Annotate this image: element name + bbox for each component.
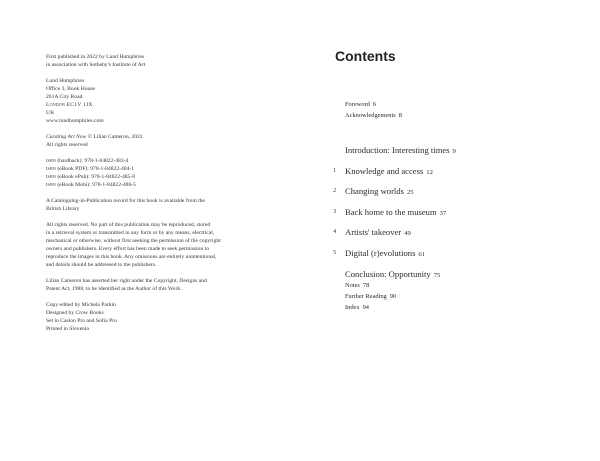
copyright-notice: Curating Art Now © Lilian Cameron, 2022: [46, 134, 143, 140]
toc-entry-index[interactable]: Index 94: [345, 304, 369, 311]
toc-entry-acknowledgements[interactable]: Acknowledgements 8: [345, 112, 402, 119]
website-link[interactable]: www.lundhumphries.com: [46, 118, 104, 124]
publication-line: First published in 2022 by Lund Humphries: [46, 54, 145, 60]
chapter-number: 4: [333, 228, 337, 236]
copyright-text: [46, 53, 266, 333]
contents-page: [300, 0, 600, 461]
chapter-number: 2: [333, 187, 337, 195]
rights-line: reproduce the images in this book. Any omissions are entirely unintentional,: [46, 254, 217, 260]
toc-entry-chapter-2[interactable]: 2 Changing worlds 25: [333, 181, 583, 202]
author-right-line: Lilian Cameron has asserted her right under the Copyright, Designs and: [46, 278, 207, 284]
back-matter-list: [345, 280, 396, 313]
isbn-line: isbn (eBook PDF): 978-1-84822-484-1: [46, 166, 135, 172]
publication-line: in association with Sotheby's Institute of Art: [46, 62, 146, 68]
rights-reserved: All rights reserved: [46, 142, 88, 148]
front-matter-list: [345, 99, 402, 121]
rights-line: All rights reserved. No part of this publication may be reproduced, stored: [46, 222, 211, 228]
rights-line: in a retrieval system or transmitted in any form or by any means, electrical,: [46, 230, 215, 236]
chapter-list: [333, 140, 583, 284]
toc-entry-introduction[interactable]: Introduction: Interesting times 9: [345, 145, 456, 155]
credit-line: Set in Caslon Pro and Sofia Pro: [46, 318, 117, 324]
toc-entry-notes[interactable]: Notes 78: [345, 282, 370, 289]
cip-line: British Library: [46, 206, 80, 212]
rights-line: owners and publishers. Every effort has been made to seek permission to: [46, 246, 210, 252]
chapter-number: 5: [333, 248, 337, 256]
toc-entry-chapter-4[interactable]: 4 Artists' takeover 49: [333, 222, 583, 243]
book-title: Curating Art Now: [46, 134, 87, 140]
toc-entry-further-reading[interactable]: Further Reading 90: [345, 293, 397, 300]
chapter-number: 1: [333, 166, 337, 174]
toc-entry-conclusion[interactable]: Conclusion: Opportunity 75: [345, 268, 441, 279]
address-line: London EC1V 1JX: [46, 102, 93, 108]
toc-entry-chapter-5[interactable]: 5 Digital (r)evolutions 61: [333, 243, 583, 264]
chapter-number: 3: [333, 207, 337, 215]
author-right-line: Patent Act, 1988, to be identified as the Author of this Work.: [46, 286, 182, 292]
isbn-line: isbn (hardback): 978-1-84822-483-4: [46, 158, 129, 164]
toc-entry-chapter-1[interactable]: 1 Knowledge and access 12: [333, 161, 583, 182]
address-line: Office 3, Book House: [46, 86, 95, 92]
cip-line: A Cataloguing-in-Publication record for this book is available from the: [46, 198, 205, 204]
isbn-line: isbn (eBook ePub): 978-1-84822-485-8: [46, 174, 135, 180]
page-title: Contents: [335, 48, 396, 64]
toc-entry-foreword[interactable]: Foreword 6: [345, 101, 377, 108]
address-line: 261A City Road: [46, 94, 83, 100]
rights-line: and details should be addressed to the publishers.: [46, 262, 157, 268]
address-line: UK: [46, 110, 55, 116]
isbn-line: isbn (eBook Mobi): 978-1-84822-486-5: [46, 182, 136, 188]
rights-line: mechanical or otherwise, without first seeking the permission of the copyright: [46, 238, 221, 244]
toc-entry-chapter-3[interactable]: 3 Back home to the museum 37: [333, 202, 583, 223]
credit-line: Designed by Crow Books: [46, 310, 104, 316]
address-line: Lund Humphries: [46, 78, 85, 84]
credit-line: Printed in Slovenia: [46, 326, 89, 332]
credit-line: Copy edited by Michela Parkin: [46, 302, 116, 308]
